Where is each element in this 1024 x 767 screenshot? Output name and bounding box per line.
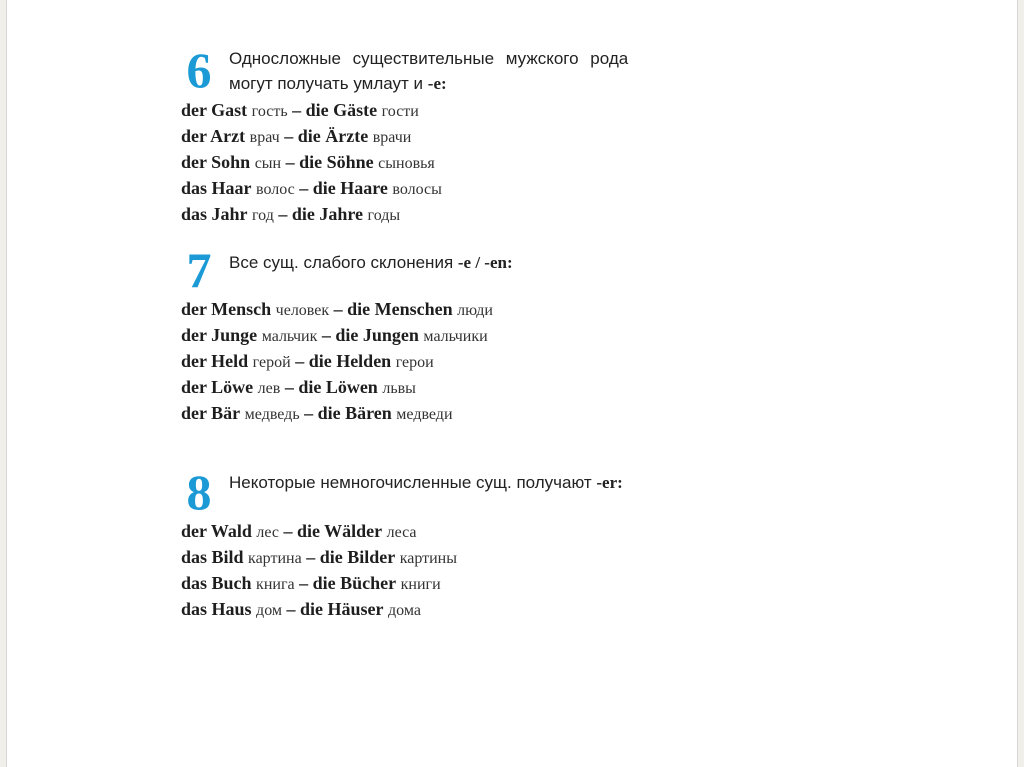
- singular-translation: мальчик: [261, 328, 318, 345]
- heading-text: Все сущ. слабого склонения: [229, 253, 458, 272]
- singular-translation: дом: [256, 602, 283, 619]
- singular-word: der Held: [181, 351, 249, 371]
- singular-word: der Mensch: [181, 299, 272, 319]
- singular-word: der Junge: [181, 325, 258, 345]
- singular-word: der Bär: [181, 403, 241, 423]
- plural-word: die Gäste: [305, 100, 378, 120]
- plural-translation: мальчики: [423, 328, 488, 345]
- plural-translation: годы: [367, 207, 401, 224]
- plural-translation: волосы: [392, 181, 442, 198]
- section-heading: [229, 250, 513, 275]
- heading-line: [229, 250, 513, 275]
- heading-text: Некоторые немногочисленные сущ. получают: [229, 473, 597, 492]
- singular-translation: волос: [256, 181, 295, 198]
- heading-line: [229, 470, 623, 495]
- word-row: [181, 597, 457, 623]
- heading-text: могут получать умлаут и: [229, 74, 428, 93]
- word-list: [181, 98, 442, 228]
- section-number: 6: [181, 46, 217, 94]
- plural-translation: дома: [388, 602, 421, 619]
- singular-word: der Arzt: [181, 126, 246, 146]
- singular-word: das Jahr: [181, 204, 248, 224]
- plural-word: die Menschen: [347, 299, 453, 319]
- plural-translation: книги: [400, 576, 441, 593]
- dash: –: [304, 403, 314, 423]
- plural-translation: герои: [395, 354, 434, 371]
- plural-word: die Wälder: [296, 521, 383, 541]
- word-row: [181, 401, 493, 427]
- section-heading: [229, 470, 623, 495]
- singular-word: der Löwe: [181, 377, 254, 397]
- word-row: [181, 297, 493, 323]
- section-number: 7: [181, 246, 217, 294]
- word-row: [181, 124, 442, 150]
- singular-word: das Buch: [181, 573, 252, 593]
- plural-translation: картины: [399, 550, 457, 567]
- singular-translation: год: [252, 207, 274, 224]
- plural-word: die Haare: [312, 178, 388, 198]
- word-list: [181, 519, 457, 623]
- word-row: [181, 545, 457, 571]
- singular-translation: лев: [257, 380, 281, 397]
- plural-translation: медведи: [396, 406, 453, 423]
- heading-ending: -e / -en:: [457, 253, 513, 272]
- dash: –: [292, 100, 302, 120]
- singular-word: das Haar: [181, 178, 252, 198]
- dash: –: [299, 573, 309, 593]
- slide: [6, 0, 1018, 767]
- singular-translation: человек: [275, 302, 330, 319]
- plural-word: die Jahre: [291, 204, 364, 224]
- plural-translation: леса: [386, 524, 417, 541]
- dash: –: [286, 599, 296, 619]
- plural-word: die Söhne: [299, 152, 374, 172]
- word-row: [181, 571, 457, 597]
- heading-ending: -e:: [427, 74, 447, 93]
- dash: –: [284, 377, 294, 397]
- dash: –: [285, 152, 295, 172]
- word-row: [181, 349, 493, 375]
- singular-word: der Wald: [181, 521, 252, 541]
- dash: –: [321, 325, 331, 345]
- section-number: 8: [181, 468, 217, 516]
- dash: –: [295, 351, 305, 371]
- singular-word: der Sohn: [181, 152, 251, 172]
- dash: –: [283, 521, 293, 541]
- singular-translation: врач: [249, 129, 280, 146]
- heading-line: Односложные существительные мужского рода: [229, 49, 629, 68]
- heading-line: [229, 71, 628, 96]
- plural-word: die Ärzte: [297, 126, 369, 146]
- word-row: [181, 176, 442, 202]
- word-row: [181, 519, 457, 545]
- singular-word: der Gast: [181, 100, 248, 120]
- plural-word: die Helden: [308, 351, 392, 371]
- word-row: [181, 323, 493, 349]
- word-row: [181, 375, 493, 401]
- singular-word: das Bild: [181, 547, 244, 567]
- plural-word: die Bilder: [319, 547, 396, 567]
- plural-translation: врачи: [372, 129, 412, 146]
- singular-translation: картина: [248, 550, 302, 567]
- dash: –: [333, 299, 343, 319]
- singular-translation: герой: [252, 354, 291, 371]
- word-row: [181, 98, 442, 124]
- dash: –: [284, 126, 294, 146]
- word-row: [181, 202, 442, 228]
- plural-word: die Jungen: [335, 325, 419, 345]
- plural-translation: сыновья: [378, 155, 435, 172]
- plural-translation: люди: [457, 302, 493, 319]
- singular-translation: книга: [256, 576, 295, 593]
- heading-ending: -er:: [596, 473, 623, 492]
- plural-translation: гости: [381, 103, 419, 120]
- dash: –: [278, 204, 288, 224]
- word-list: [181, 297, 493, 427]
- plural-word: die Löwen: [298, 377, 378, 397]
- singular-translation: лес: [256, 524, 279, 541]
- singular-translation: медведь: [244, 406, 300, 423]
- section-heading: [229, 46, 628, 96]
- singular-translation: гость: [251, 103, 288, 120]
- plural-word: die Bären: [317, 403, 392, 423]
- dash: –: [306, 547, 316, 567]
- word-row: [181, 150, 442, 176]
- singular-translation: сын: [254, 155, 282, 172]
- dash: –: [299, 178, 309, 198]
- plural-word: die Bücher: [312, 573, 397, 593]
- plural-translation: львы: [382, 380, 416, 397]
- plural-word: die Häuser: [300, 599, 384, 619]
- singular-word: das Haus: [181, 599, 252, 619]
